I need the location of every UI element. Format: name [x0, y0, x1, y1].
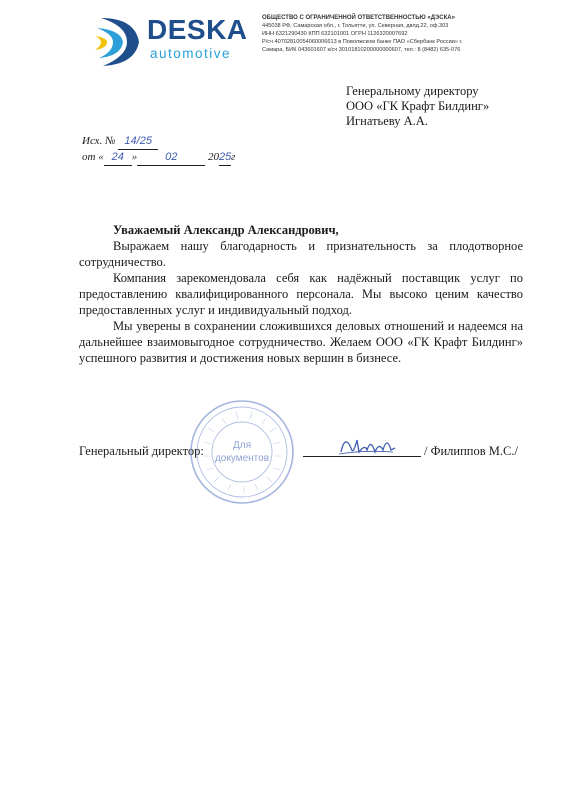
ref-month-field	[137, 150, 205, 166]
signatory-title: Генеральный директор:	[79, 444, 204, 458]
addressee-line: Генеральному директору	[346, 84, 479, 98]
letter-body	[79, 222, 523, 366]
addressee-line: ООО «ГК Крафт Билдинг»	[346, 99, 490, 113]
stamp-seal-icon	[188, 398, 296, 506]
ref-number-field	[118, 134, 158, 150]
addressee-line: Игнатьеву А.А.	[346, 114, 428, 128]
company-inn: ИНН 6321290430 КПП 632101001 ОГРН 1126320007692	[262, 31, 408, 37]
stamp-center-line2: документов	[214, 453, 270, 464]
ref-day-value: 24	[111, 151, 124, 163]
salutation: Уважаемый Александр Александрович,	[113, 223, 339, 237]
ref-number-label: Исх. №	[82, 135, 116, 147]
logo-wordmark: DESKA	[147, 14, 248, 45]
paragraph: Выражаем нашу благодарность и признательность за плодотворное сотрудничество.	[79, 239, 523, 269]
ref-year-value: 25	[218, 151, 232, 163]
paragraph: Компания зарекомендовала себя как надёжный поставщик услуг по предоставлению квалифицированного персонала. Мы высоко ценим качество предоставленных услуг и индивидуальный подход.	[79, 271, 523, 317]
signatory-name: / Филиппов М.С./	[424, 444, 518, 458]
addressee-block	[346, 84, 489, 129]
outgoing-reference	[82, 134, 235, 166]
company-details	[262, 14, 558, 54]
paragraph: Мы уверены в сохранении сложившихся деловых отношений и надеемся на дальнейшее взаимовыгодное сотрудничество. Желаем ООО «ГК Крафт Билдинг» успешного развития и достижения новых вершин в бизнесе.	[79, 319, 523, 365]
stamp-center-line1: Для	[232, 440, 252, 451]
ref-day-field	[104, 150, 132, 166]
ref-month-value: 02	[165, 151, 178, 163]
company-stamp	[188, 398, 296, 506]
logo-subtitle: automotive	[150, 46, 232, 61]
ref-year-prefix: 20	[207, 151, 219, 163]
ref-number-value: 14/25	[124, 135, 152, 147]
ref-day-close: »	[131, 151, 138, 163]
ref-year-field	[219, 150, 231, 166]
company-bank: Р/сч 40702810054060006613 в Поволжском банке ПАО «Сбербанк России» г.	[262, 39, 463, 45]
company-name: ОБЩЕСТВО С ОГРАНИЧЕННОЙ ОТВЕТСТВЕННОСТЬЮ «ДЭСКА»	[262, 15, 455, 21]
logo-swoosh-icon	[95, 12, 151, 70]
company-logo	[95, 12, 255, 70]
ref-year-tail: г	[230, 151, 236, 163]
handwritten-signature	[335, 430, 405, 460]
company-bik: Самара, БИК 043601607 к/сч 30101810200000000607, тел.: 8 (8482) 635-076	[262, 47, 461, 53]
signature-scribble-icon	[335, 430, 405, 460]
company-address: 445038 РФ, Самарская обл., г. Тольятти, ул. Северная, двлд.22, оф.303	[262, 23, 449, 29]
ref-date-prefix: от «	[82, 151, 104, 163]
